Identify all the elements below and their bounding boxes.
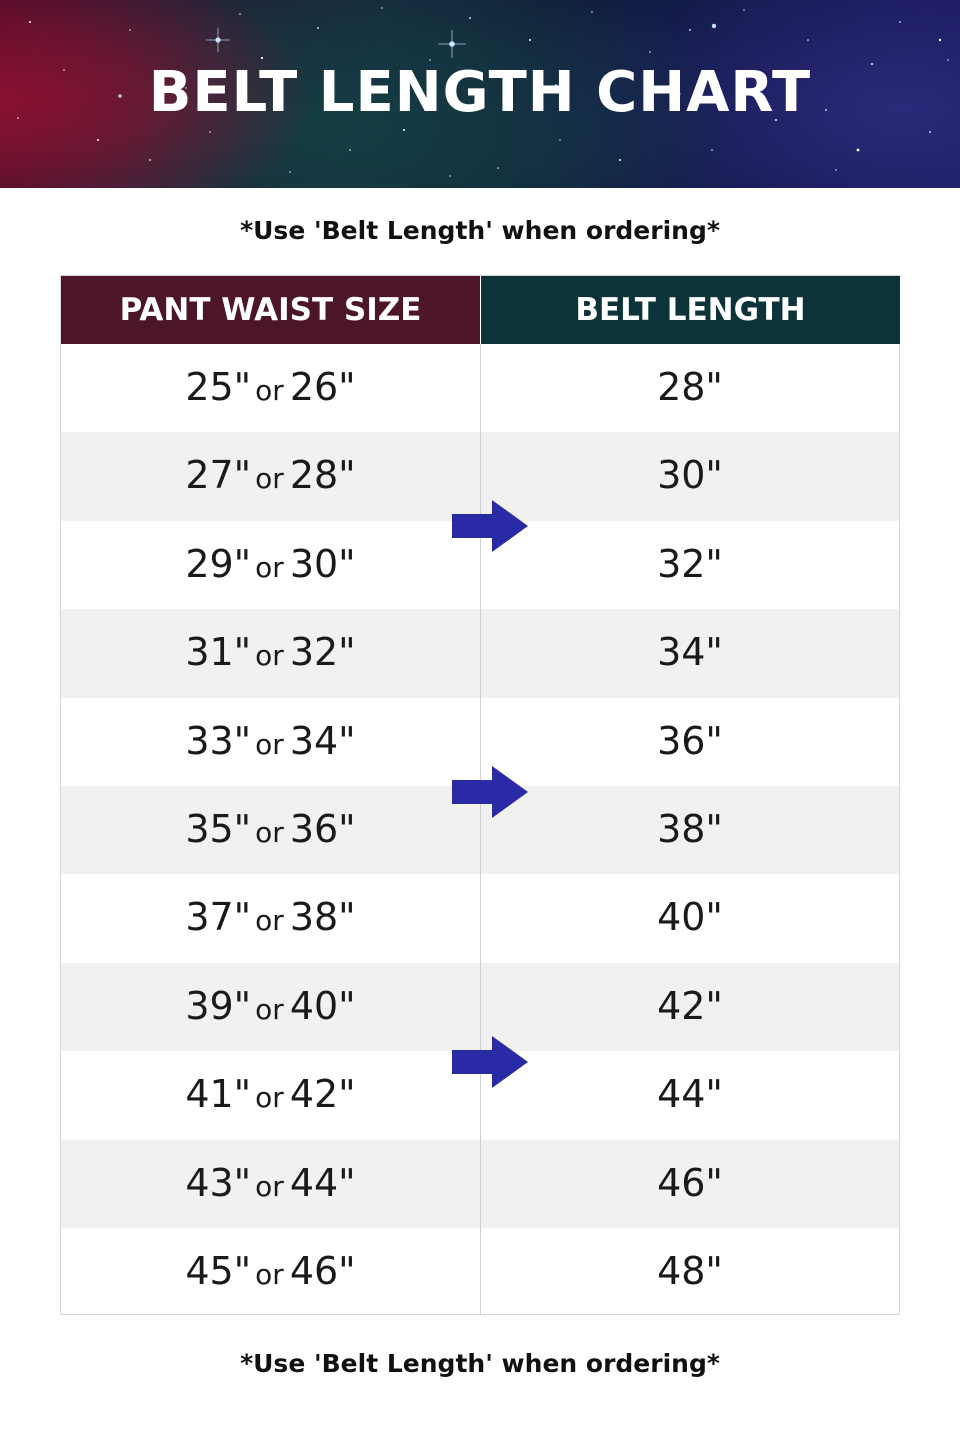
belt-length-cell: 46" <box>657 1160 723 1205</box>
belt-length-cell: 30" <box>657 453 723 498</box>
pant-waist-size-cell <box>61 698 480 786</box>
belt-length-cell: 32" <box>657 541 723 586</box>
waist-size-b: 34" <box>289 718 356 763</box>
waist-size-b: 38" <box>289 895 356 940</box>
pant-waist-size-cell <box>61 432 480 520</box>
belt-length-cell: 36" <box>657 718 723 763</box>
pant-waist-size-cell <box>61 786 480 874</box>
pant-waist-size-cell <box>61 521 480 609</box>
waist-size-b: 36" <box>289 807 356 851</box>
waist-size-a: 33" <box>185 718 252 763</box>
belt-length-cell: 38" <box>657 807 723 851</box>
page-title: BELT LENGTH CHART <box>148 60 812 125</box>
waist-size-b: 28" <box>289 453 356 498</box>
or-label: or <box>255 374 284 407</box>
header-pant-waist-size: PANT WAIST SIZE <box>61 276 480 344</box>
banner <box>0 0 960 188</box>
pant-waist-size-cell <box>61 1140 480 1228</box>
or-label: or <box>255 550 284 584</box>
waist-size-b: 32" <box>289 630 356 675</box>
pant-waist-size-cell <box>61 609 480 697</box>
or-label: or <box>255 639 284 673</box>
or-label: or <box>255 816 284 849</box>
pant-waist-size-cell <box>61 874 480 962</box>
waist-size-a: 45" <box>185 1249 252 1293</box>
belt-length-cell: 28" <box>657 365 723 409</box>
ordering-note-bottom: *Use 'Belt Length' when ordering* <box>240 1349 720 1378</box>
pant-waist-size-cell <box>61 963 480 1051</box>
arrow-right-icon <box>452 500 528 552</box>
or-label: or <box>255 1258 284 1291</box>
waist-size-b: 44" <box>289 1160 356 1205</box>
waist-size-a: 35" <box>185 807 252 851</box>
waist-size-b: 42" <box>289 1072 356 1117</box>
pant-waist-size-cell <box>61 1228 480 1316</box>
or-label: or <box>255 1169 284 1203</box>
waist-size-b: 26" <box>289 365 356 409</box>
waist-size-a: 37" <box>185 895 252 940</box>
or-label: or <box>255 992 284 1026</box>
or-label: or <box>255 1081 284 1115</box>
waist-size-b: 30" <box>289 541 356 586</box>
waist-size-a: 41" <box>185 1072 252 1117</box>
waist-size-a: 43" <box>185 1160 252 1205</box>
waist-size-b: 40" <box>289 983 356 1028</box>
or-label: or <box>255 462 284 496</box>
belt-length-cell: 48" <box>657 1249 723 1293</box>
waist-size-a: 29" <box>185 541 252 586</box>
belt-length-cell: 44" <box>657 1072 723 1117</box>
belt-length-cell: 42" <box>657 983 723 1028</box>
column-divider <box>480 344 481 1314</box>
pant-waist-size-cell <box>61 1051 480 1139</box>
belt-length-cell: 40" <box>657 895 723 940</box>
waist-size-a: 27" <box>185 453 252 498</box>
waist-size-a: 31" <box>185 630 252 675</box>
arrow-right-icon <box>452 1036 528 1088</box>
arrow-right-icon <box>452 766 528 818</box>
or-label: or <box>255 904 284 938</box>
waist-size-a: 39" <box>185 983 252 1028</box>
or-label: or <box>255 727 284 761</box>
header-belt-length: BELT LENGTH <box>481 276 900 344</box>
ordering-note-top: *Use 'Belt Length' when ordering* <box>240 216 720 245</box>
belt-length-cell: 34" <box>657 630 723 675</box>
pant-waist-size-cell <box>61 344 480 432</box>
waist-size-a: 25" <box>185 365 252 409</box>
waist-size-b: 46" <box>289 1249 356 1293</box>
